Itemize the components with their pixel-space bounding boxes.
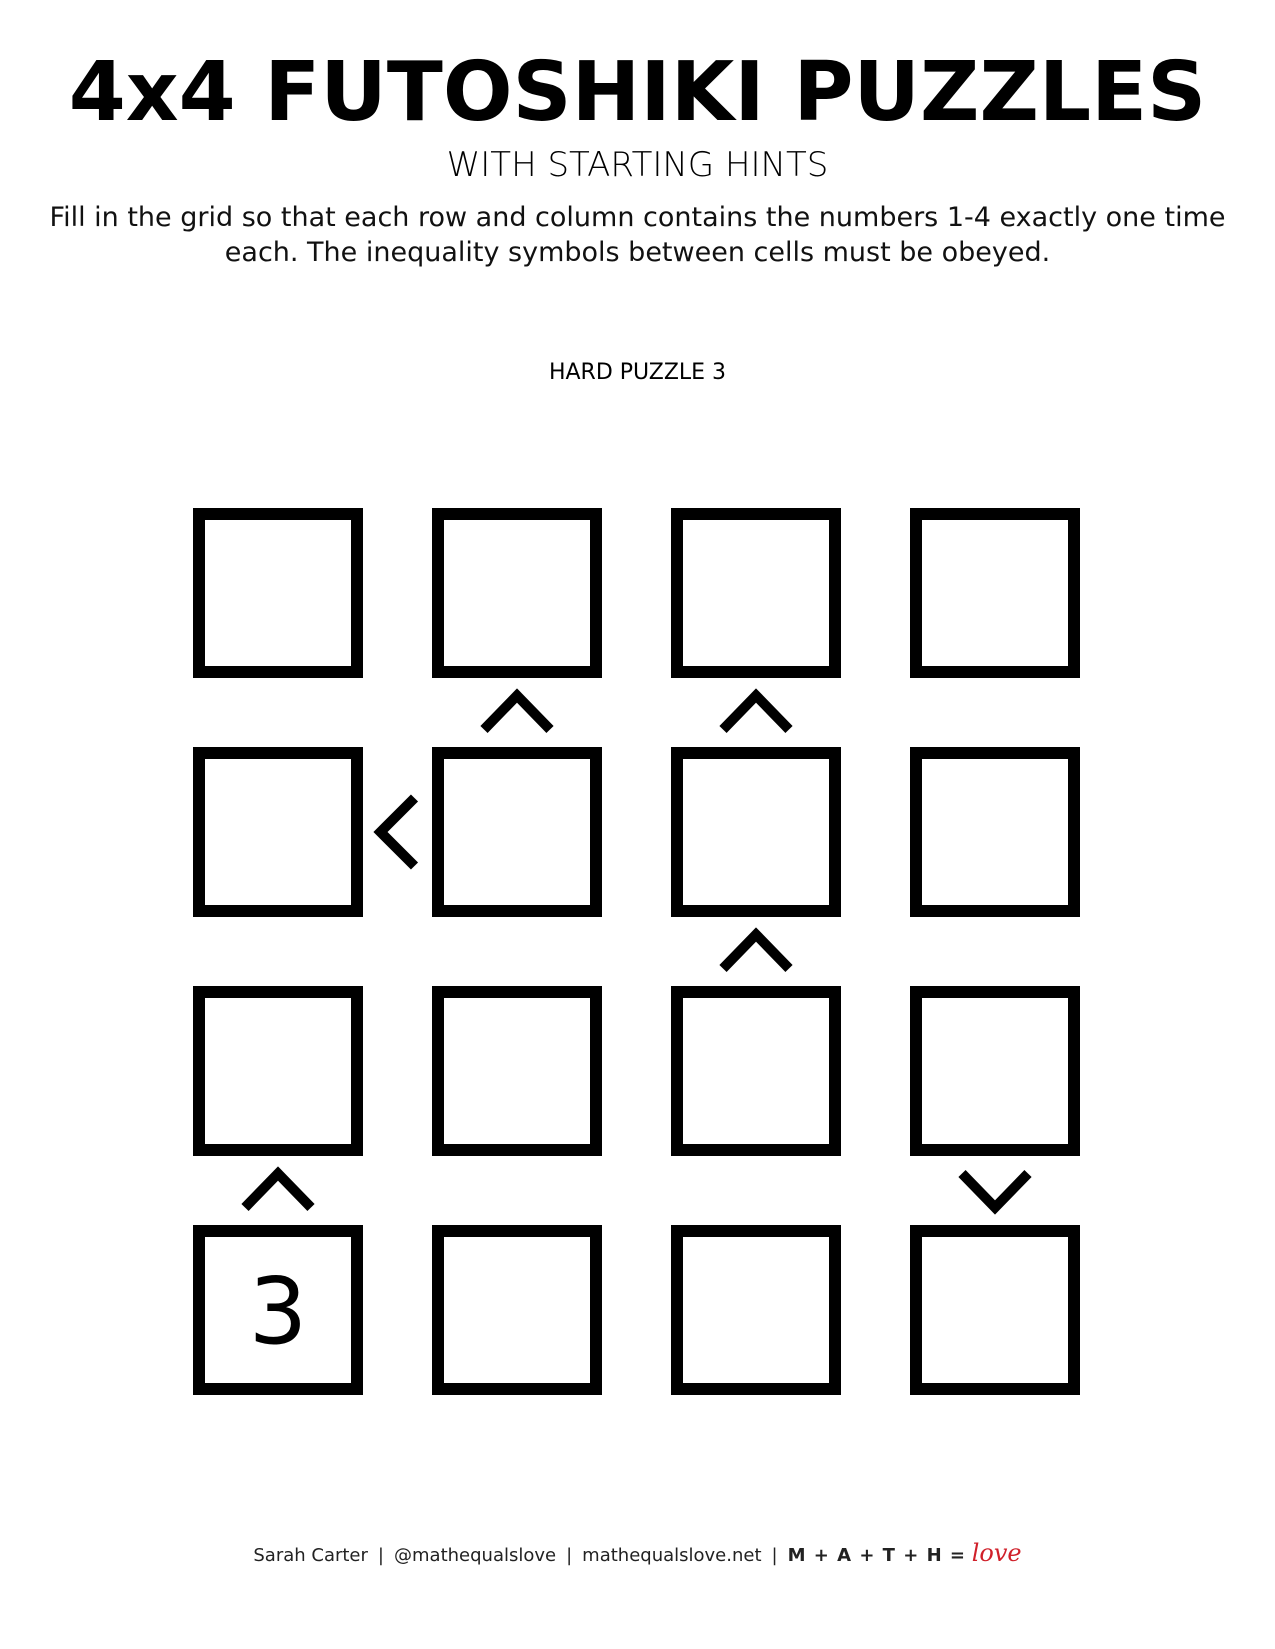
footer-separator: |: [566, 1545, 573, 1566]
less-than-up-icon: [245, 1174, 311, 1208]
less-than-up-icon: [723, 935, 789, 969]
less-than-icon: [381, 798, 415, 866]
puzzle-label: HARD PUZZLE 3: [548, 360, 727, 385]
footer: [0, 1540, 1275, 1569]
footer-separator: |: [377, 1545, 384, 1566]
less-than-up-icon: [484, 696, 550, 730]
given-number: 3: [248, 1258, 308, 1365]
grid-cell[interactable]: [199, 992, 357, 1150]
less-than-up-icon: [723, 696, 789, 730]
page-title: 4x4 FUTOSHIKI PUZZLES: [68, 45, 1207, 140]
footer-handle: @mathequalslove: [394, 1545, 557, 1566]
grid-cell[interactable]: [916, 753, 1074, 911]
footer-website[interactable]: mathequalslove.net: [582, 1545, 762, 1566]
page-subtitle: WITH STARTING HINTS: [446, 145, 829, 185]
grid-cell[interactable]: [438, 753, 596, 911]
footer-brand-love-logo: love: [971, 1539, 1022, 1567]
grid-cell[interactable]: [677, 992, 835, 1150]
grid-cell[interactable]: [916, 1231, 1074, 1389]
grid-cell[interactable]: [199, 753, 357, 911]
grid-cell[interactable]: [677, 514, 835, 672]
footer-author: Sarah Carter: [253, 1545, 368, 1566]
grid-cell[interactable]: [677, 1231, 835, 1389]
grid-cell[interactable]: [438, 514, 596, 672]
instructions: Fill in the grid so that each row and column contains the numbers 1-4 exactly one time each. The inequality symbols between cells must be obeyed.: [49, 202, 1226, 268]
greater-than-down-icon: [962, 1174, 1028, 1208]
footer-brand: M + A + T + H =: [787, 1545, 966, 1566]
grid-cell[interactable]: [916, 992, 1074, 1150]
grid-cell[interactable]: [438, 1231, 596, 1389]
footer-separator: |: [771, 1545, 778, 1566]
grid-cell[interactable]: [438, 992, 596, 1150]
grid-cell[interactable]: [677, 753, 835, 911]
grid-cell[interactable]: [199, 514, 357, 672]
grid-cell[interactable]: [916, 514, 1074, 672]
